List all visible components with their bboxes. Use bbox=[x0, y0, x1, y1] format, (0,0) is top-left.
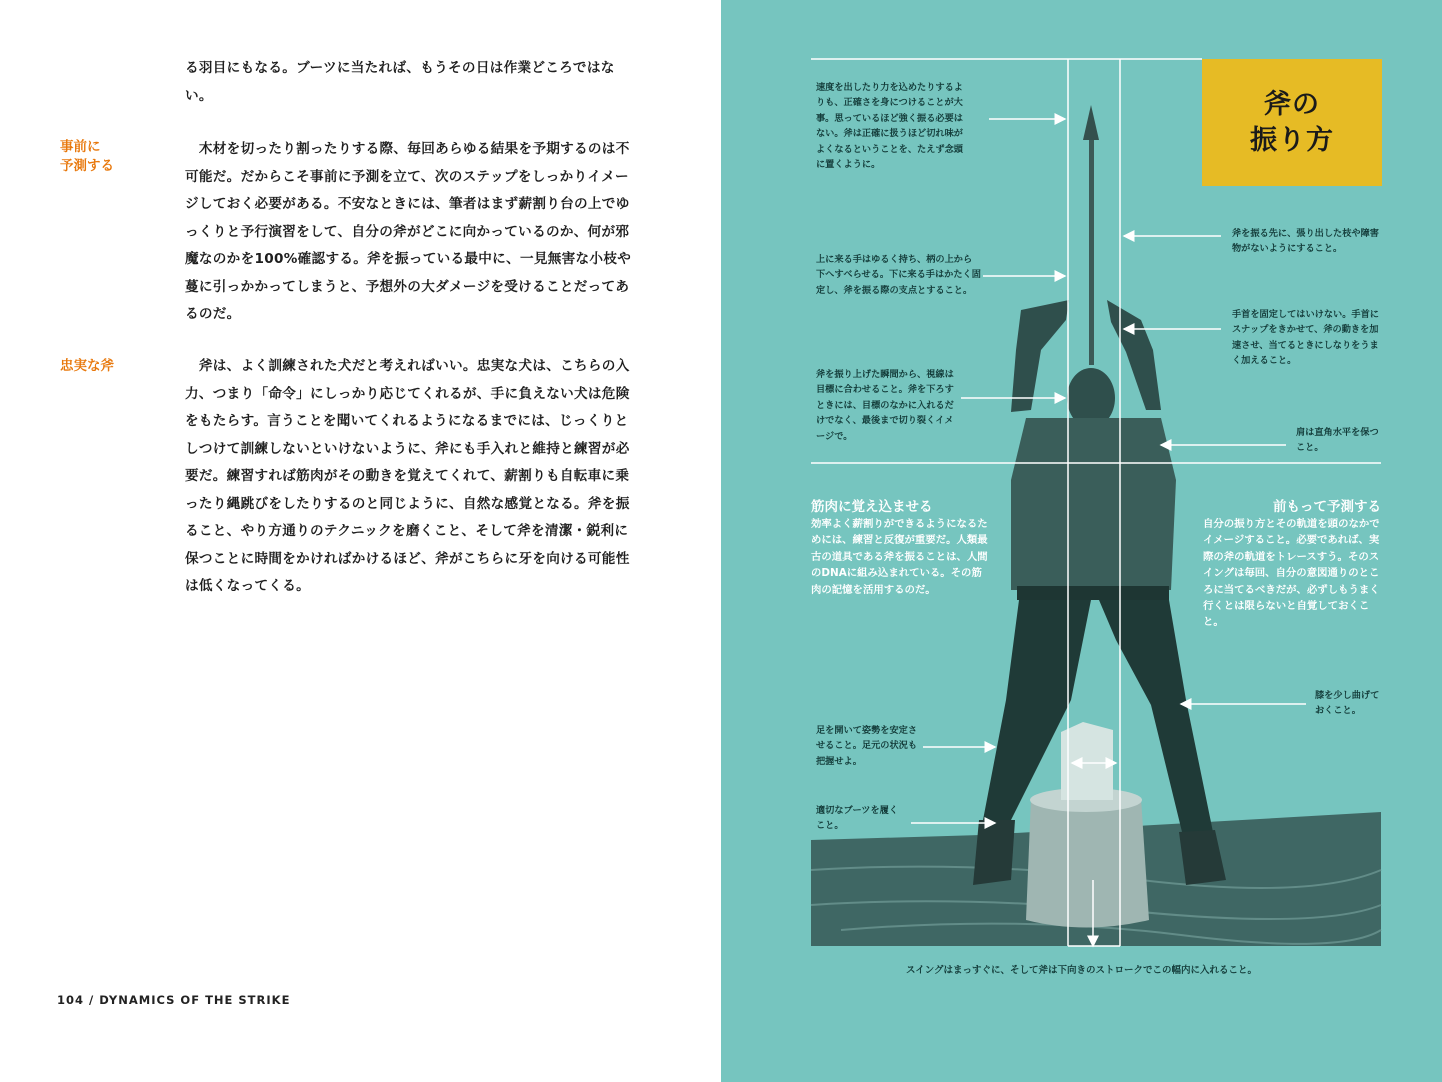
note-accuracy: 速度を出したり力を込めたりするよりも、正確さを身につけることが大事。思っているほど強く振る必要はない。斧は正確に扱うほど切れ味がよくなるということを、たえず念頭に置くように。 bbox=[816, 82, 963, 171]
note-clear-area: 斧を振る先に、張り出した枝や障害物がないようにすること。 bbox=[1232, 228, 1379, 255]
predict-heading: 前もって予測する bbox=[1273, 499, 1381, 515]
right-page bbox=[721, 0, 1442, 1082]
note-stance: 足を開いて姿勢を安定させること。足元の状況も把握せよ。 bbox=[816, 725, 918, 767]
note-boots: 適切なブーツを履くこと。 bbox=[816, 805, 899, 832]
page-folio: 104 / DYNAMICS OF THE STRIKE bbox=[57, 993, 291, 1007]
continued-paragraph: る羽目にもなる。ブーツに当たれば、もうその日は作業どころではない。 bbox=[185, 60, 615, 104]
note-hands: 上に来る手はゆるく持ち、柄の上から下へすべらせる。下に来る手はかたく固定し、斧を振る際の支点とすること。 bbox=[816, 254, 981, 296]
predict-body: 自分の振り方とその軌道を頭のなかでイメージすること。必要であれば、実際の斧の軌道をトレースすう。そのスイングは毎回、自分の意図通りのところに当てるべきだが、必ずしもうまく行くとは限らないと自覚しておくこと。 bbox=[1203, 518, 1380, 629]
note-knees: 膝を少し曲げておくこと。 bbox=[1315, 690, 1380, 717]
note-wrist: 手首を固定してはいけない。手首にスナップをきかせて、斧の動きを加速させ、当てるときにしなりをうまく加えること。 bbox=[1232, 309, 1379, 367]
note-shoulders: 肩は直角水平を保つこと。 bbox=[1296, 427, 1379, 454]
section-body-loyal-axe: 斧は、よく訓練された犬だと考えればいい。忠実な犬は、こちらの入力、つまり「命令」にしっかり応じてくれるが、手に負えない犬は危険をもたらす。言うことを聞いてくれるようになるまでには、じっくりとしつけて訓練しないといけないように、斧にも手入れと維持と練習が必要だ。練習すれば筋肉がその動きを覚えてくれて、薪割りも自転車に乗ったり縄跳びをしたりするのと同じように、自然な感覚となる。斧を振ること、やり方通りのテクニックを磨くこと、そして斧を清潔・鋭利に保つことに時間をかければかけるほど、斧がこちらに牙を向ける可能性は低くなってくる。 bbox=[185, 358, 630, 594]
muscle-memory-heading: 筋肉に覚え込ませる bbox=[811, 499, 933, 515]
note-eyes: 斧を振り上げた瞬間から、視線は目標に合わせること。斧を下ろすときには、目標のなかに入れるだけでなく、最後まで切り裂くイメージで。 bbox=[816, 369, 954, 442]
page-title: 斧の 振り方 bbox=[1250, 88, 1334, 156]
section-heading-loyal-axe: 忠実な斧 bbox=[60, 358, 114, 374]
section-heading-predict: 事前に 予測する bbox=[60, 139, 114, 174]
photo-caption: スイングはまっすぐに、そして斧は下向きのストロークでこの幅内に入れること。 bbox=[905, 965, 1258, 976]
section-body-predict: 木材を切ったり割ったりする際、毎回あらゆる結果を予期するのは不可能だ。だからこそ事前に予測を立て、次のステップをしっかりイメージしておく必要がある。不安なときには、筆者はまず薪割り台の上でゆっくりと予行演習をして、自分の斧がどこに向かっているのか、何が邪魔なのかを100%確認する。斧を振っている最中に、一見無害な小枝や蔓に引っかかってしまうと、予想外の大ダメージを受けることだってあるのだ。 bbox=[185, 141, 632, 322]
title-box bbox=[1202, 59, 1382, 186]
muscle-memory-body: 効率よく薪割りができるようになるためには、練習と反復が重要だ。人類最古の道具である斧を振ることは、人間のDNAに組み込まれている。その筋肉の記憶を活用するのだ。 bbox=[811, 518, 988, 596]
